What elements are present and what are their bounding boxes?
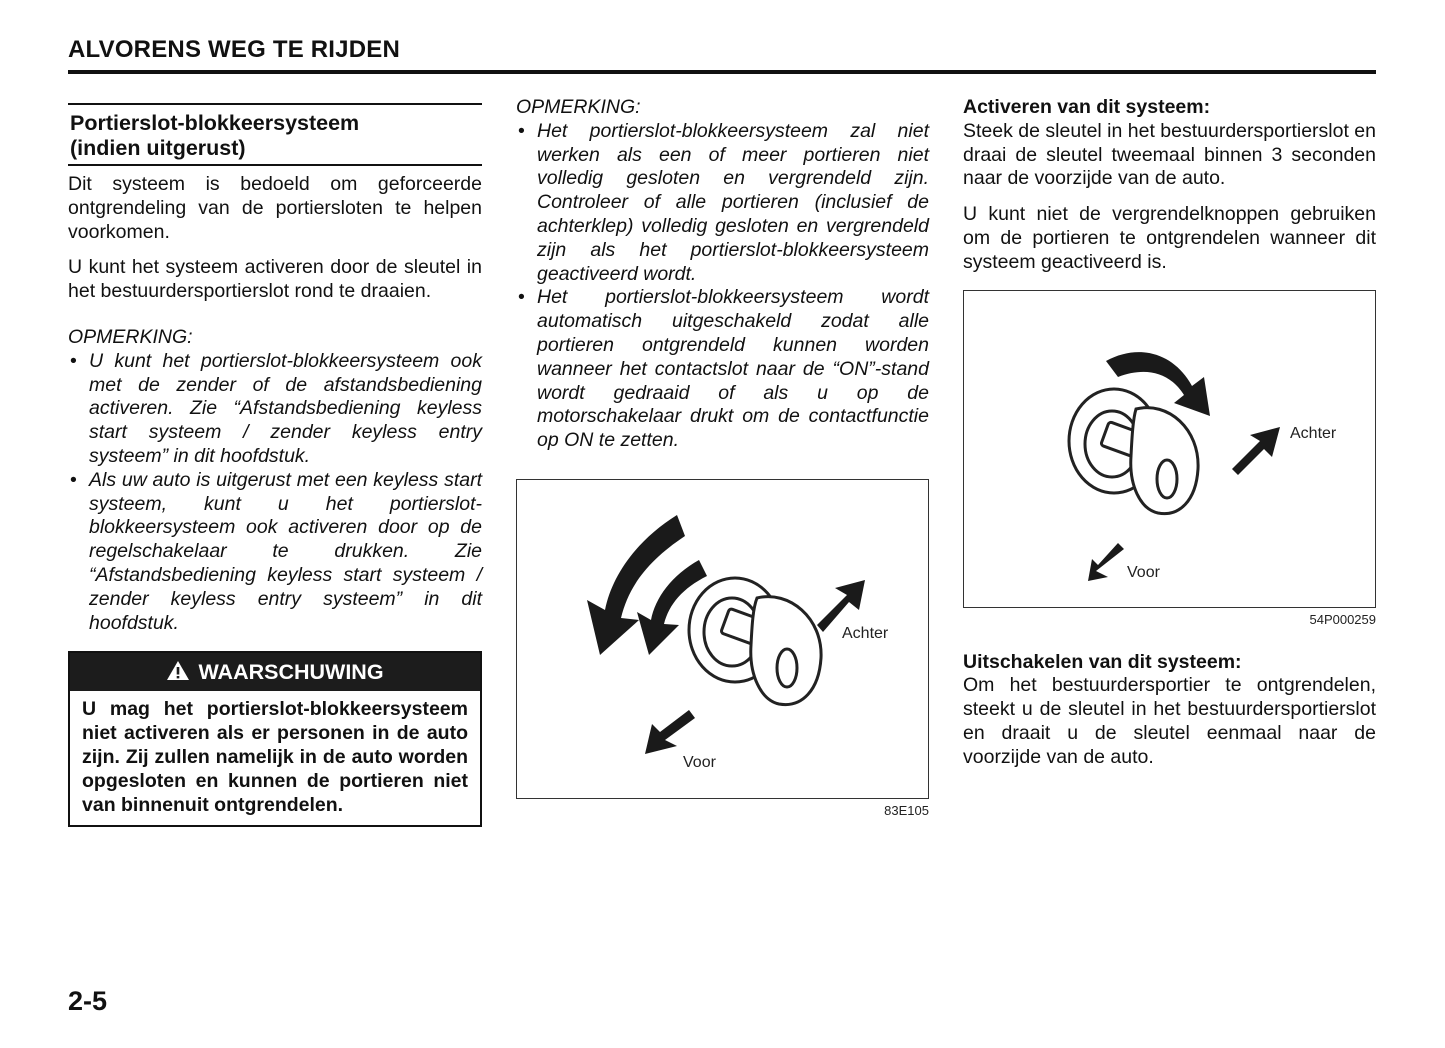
warning-title: WAARSCHUWING: [198, 660, 384, 685]
warning-triangle-icon: [166, 655, 190, 693]
header-rule: [68, 70, 1376, 74]
column-middle: [516, 96, 929, 818]
list-item-text: Als uw auto is uitgerust met een keyless start systeem, kunt u het portierslot-blokkeersysteem ook activeren door op de regelschakelaar te drukken. Zie “Afstandsbediening keyless start systeem / zender keyless entry systeem” in dit hoofdstuk.: [89, 468, 482, 634]
list-item-text: Het portierslot-blokkeersysteem zal niet werken als een of meer portieren niet volledig gesloten en vergrendeld zijn. Controleer of alle portieren (inclusief de achterklep) volledig gesloten en vergrendeld zijn als het portierslot-blokkeersysteem geactiveerd wordt.: [537, 119, 929, 285]
figure-key-lock-turn: [963, 290, 1376, 608]
section-title: [68, 103, 482, 166]
note-list: [68, 350, 482, 636]
note-list: [516, 120, 929, 453]
info-paragraph: U kunt niet de vergrendelknoppen gebruiken om de portieren te ontgrendelen wanneer dit systeem geactiveerd is.: [963, 203, 1376, 273]
figure-code: 54P000259: [1309, 611, 1376, 627]
activation-paragraph: U kunt het systeem activeren door de sleutel in het bestuurdersportierslot rond te draaien.: [68, 256, 482, 303]
figure-code: 83E105: [884, 802, 929, 818]
section-title-line-2: (indien uitgerust): [70, 136, 246, 160]
list-item-text: U kunt het portierslot-blokkeersysteem ook met de zender of de afstandsbediening activeren. Zie “Afstandsbediening keyless start systeem / zender keyless entry systeem” in dit hoofdstuk.: [89, 349, 482, 467]
key-lock-illustration: [964, 291, 1376, 607]
column-left: [68, 96, 482, 827]
page-number: 2-5: [68, 986, 108, 1016]
warning-header: [70, 653, 480, 691]
note-label: OPMERKING:: [68, 325, 193, 348]
list-item: • Als uw auto is uitgerust met een keyless start systeem, kunt u het portierslot-blokkeersysteem ook activeren door op de regelschakelaar te drukken. Zie “Afstandsbediening keyless start systeem / zender keyless entry systeem” in dit hoofdstuk.: [70, 468, 482, 634]
list-item: • U kunt het portierslot-blokkeersysteem ook met de zender of de afstandsbediening activeren. Zie “Afstandsbediening keyless start systeem / zender keyless entry systeem” in dit hoofdstuk.: [70, 349, 482, 467]
warning-text: U mag het portierslot-blokkeersysteem niet activeren als er personen in de auto zijn. Zij zullen namelijk in de auto worden opgesloten en kunnen de portieren niet van binnenuit ontgrendelen.: [82, 698, 468, 816]
figure-label-front: Voor: [683, 753, 716, 771]
list-item: • Het portierslot-blokkeersysteem wordt automatisch uitgeschakeld zodat alle portieren ontgrendeld kunnen worden wanneer het contactslot naar de “ON”-stand wordt gedraaid of als u op de motorschakelaar drukt om de contactfunctie op ON te zetten.: [518, 286, 929, 452]
activate-text: Steek de sleutel in het bestuurdersportierslot en draai de sleutel tweemaal binnen 3 seconden naar de voorzijde van de auto.: [963, 119, 1376, 190]
section-title-line-1: Portierslot-blokkeersysteem: [70, 111, 360, 135]
list-item: • Het portierslot-blokkeersysteem zal niet werken als een of meer portieren niet volledig gesloten en vergrendeld zijn. Controleer of alle portieren (inclusief de achterklep) volledig gesloten en vergrendeld zijn als het portierslot-blokkeersysteem geactiveerd wordt.: [518, 119, 929, 285]
column-right: [963, 96, 1376, 770]
deactivate-title: Uitschakelen van dit systeem:: [963, 650, 1242, 673]
deactivate-text: Om het bestuurdersportier te ontgrendelen, steekt u de sleutel in het bestuurdersportierslot en draait u de sleutel eenmaal naar de voorzijde van de auto.: [963, 674, 1376, 768]
activate-title: Activeren van dit systeem:: [963, 96, 1211, 118]
figure-label-back: Achter: [1290, 424, 1337, 442]
figure-label-front: Voor: [1127, 563, 1160, 581]
intro-paragraph: Dit systeem is bedoeld om geforceerde ontgrendeling van de portiersloten te helpen voorkomen.: [68, 173, 482, 243]
list-item-text: Het portierslot-blokkeersysteem wordt automatisch uitgeschakeld zodat alle portieren ontgrendeld kunnen worden wanneer het contactslot naar de “ON”-stand wordt gedraaid of als u op de motorschakelaar drukt om de contactfunctie op ON te zetten.: [537, 286, 929, 452]
note-label: OPMERKING:: [516, 96, 641, 118]
figure-label-back: Achter: [842, 624, 889, 642]
page-header-title: ALVORENS WEG TE RIJDEN: [68, 36, 400, 63]
figure-key-lock-double-turn: [516, 479, 929, 799]
warning-box: [68, 651, 482, 827]
